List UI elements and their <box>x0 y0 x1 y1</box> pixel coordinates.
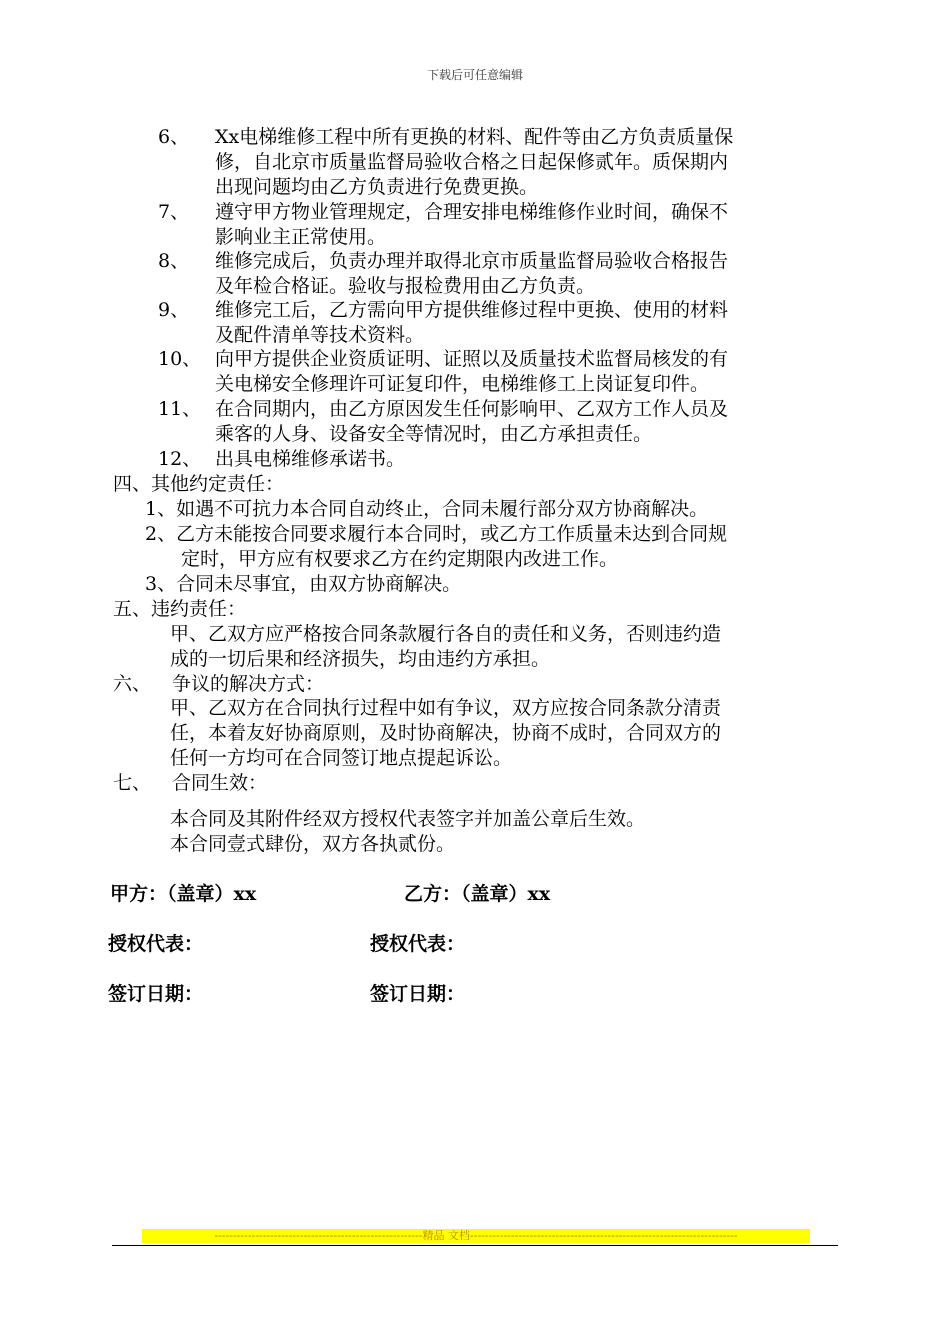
item-number: 9、 <box>158 299 190 321</box>
section-6-title: 争议的解决方式： <box>172 673 325 695</box>
item-line: Xx电梯维修工程中所有更换的材料、配件等由乙方负责质量保 <box>215 126 734 148</box>
item-number: 11、 <box>158 398 202 420</box>
item-line: 影响业主正常使用。 <box>215 226 387 248</box>
item-line: 修，自北京市质量监督局验收合格之日起保修贰年。质保期内 <box>215 151 729 173</box>
section-7-line: 本合同及其附件经双方授权代表签字并加盖公章后生效。 <box>170 808 646 830</box>
section-4-title: 四、其他约定责任： <box>113 473 285 495</box>
section-4-clause-3: 3、合同未尽事宜，由双方协商解决。 <box>145 573 462 595</box>
item-line: 关电梯安全修理许可证复印件，电梯维修工上岗证复印件。 <box>215 373 710 395</box>
section-4-clause-2-cont: 定时，甲方应有权要求乙方在约定期限内改进工作。 <box>181 548 619 570</box>
item-number: 12、 <box>158 448 202 470</box>
party-a-representative: 授权代表： <box>108 933 204 955</box>
item-line: 向甲方提供企业资质证明、证照以及质量技术监督局核发的有 <box>215 348 729 370</box>
item-line: 及配件清单等技术资料。 <box>215 324 425 346</box>
footer-divider <box>112 1245 838 1246</box>
section-7-line: 本合同壹式肆份，双方各执贰份。 <box>170 833 456 855</box>
item-number: 7、 <box>158 201 190 223</box>
party-a-seal: 甲方：（盖章）xx <box>110 883 257 905</box>
party-a-sign-date: 签订日期： <box>108 983 204 1005</box>
party-b-seal: 乙方：（盖章）xx <box>404 883 551 905</box>
section-6-line: 甲、乙双方在合同执行过程中如有争议，双方应按合同条款分清责 <box>170 697 722 719</box>
party-b-sign-date: 签订日期： <box>370 983 466 1005</box>
section-4-clause-1: 1、如遇不可抗力本合同自动终止，合同未履行部分双方协商解决。 <box>145 498 709 520</box>
section-6-line: 任，本着友好协商原则，及时协商解决，协商不成时，合同双方的 <box>170 722 722 744</box>
section-7-number: 七、 <box>113 772 152 794</box>
item-line: 出现问题均由乙方负责进行免费更换。 <box>215 176 539 198</box>
page-footer: --------------------------------------------------------精品 文档------------------------------------------------------------------------ <box>142 1229 810 1243</box>
section-5-title: 五、违约责任： <box>113 598 247 620</box>
item-line: 维修完工后，乙方需向甲方提供维修过程中更换、使用的材料 <box>215 299 729 321</box>
item-line: 维修完成后，负责办理并取得北京市质量监督局验收合格报告 <box>215 250 729 272</box>
item-line: 及年检合格证。验收与报检费用由乙方负责。 <box>215 275 596 297</box>
item-number: 10、 <box>158 348 202 370</box>
section-5-line: 成的一切后果和经济损失，均由违约方承担。 <box>170 648 551 670</box>
item-line: 在合同期内，由乙方原因发生任何影响甲、乙双方工作人员及 <box>215 398 729 420</box>
item-number: 8、 <box>158 250 190 272</box>
item-line: 乘客的人身、设备安全等情况时，由乙方承担责任。 <box>215 423 653 445</box>
item-line: 遵守甲方物业管理规定，合理安排电梯维修作业时间，确保不 <box>215 201 729 223</box>
section-7-title: 合同生效： <box>172 772 268 794</box>
section-6-line: 任何一方均可在合同签订地点提起诉讼。 <box>170 747 513 769</box>
section-5-line: 甲、乙双方应严格按合同条款履行各自的责任和义务，否则违约造 <box>170 623 722 645</box>
section-6-number: 六、 <box>113 673 152 695</box>
item-line: 出具电梯维修承诺书。 <box>215 448 406 470</box>
party-b-representative: 授权代表： <box>370 933 466 955</box>
page-header: 下载后可任意编辑 <box>426 68 523 82</box>
item-number: 6、 <box>158 126 190 148</box>
section-4-clause-2: 2、乙方未能按合同要求履行本合同时，或乙方工作质量未达到合同规 <box>145 523 728 545</box>
